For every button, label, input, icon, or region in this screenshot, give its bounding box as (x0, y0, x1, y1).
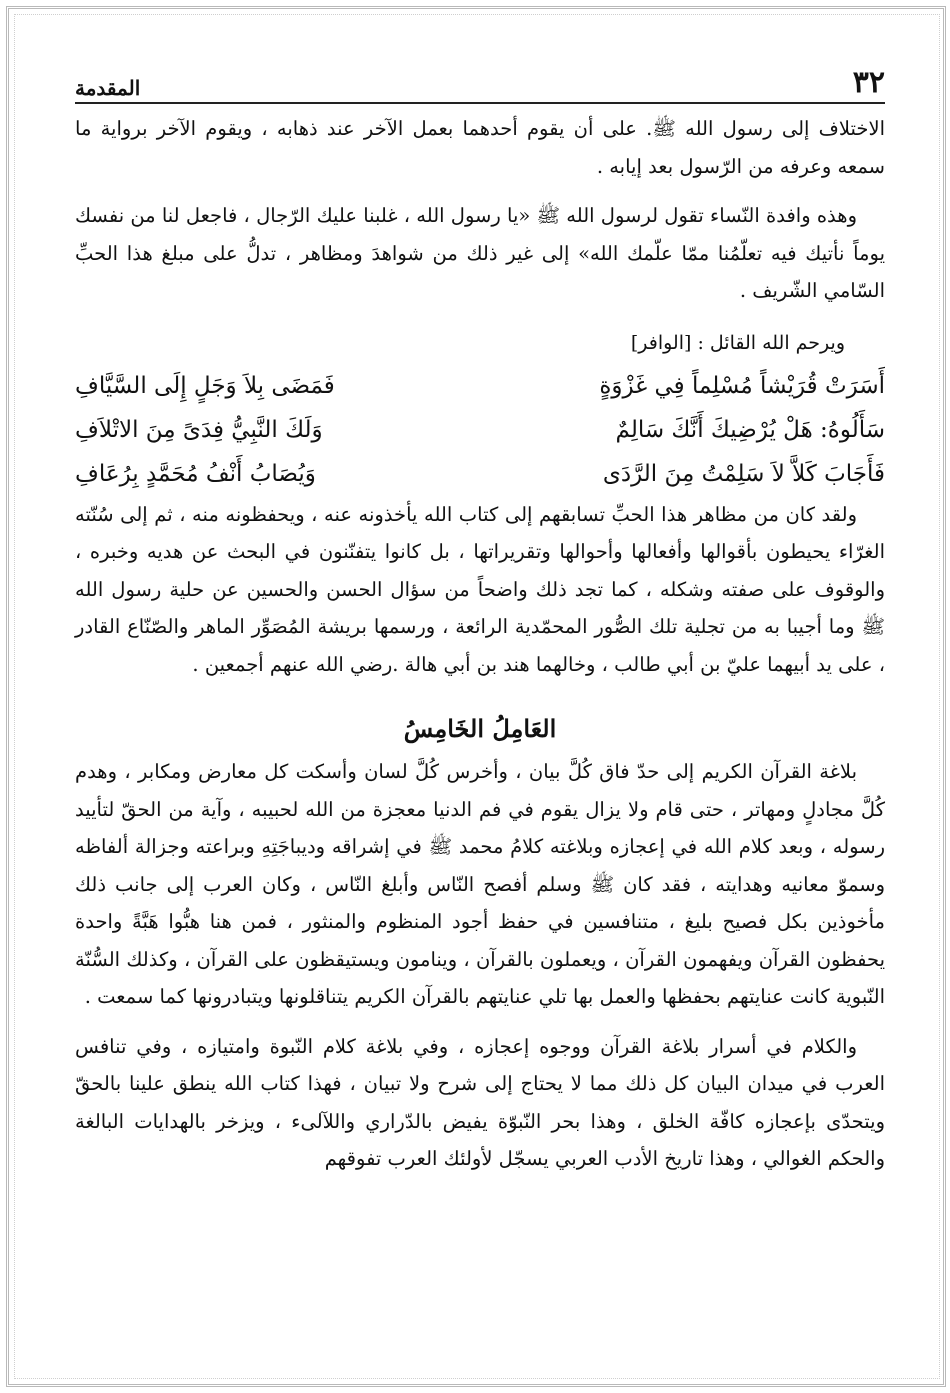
section-heading: العَامِلُ الخَامِسُ (403, 714, 557, 743)
page-body (75, 104, 885, 1178)
verse-first-hemistich: فَأَجَابَ كَلاَّ لاَ سَلِمْتُ مِنَ الرَّدَى (602, 460, 885, 487)
verse-first-hemistich: أَسَرَتْ قُرَيْشاً مُسْلِماً فِي غَزْوَةٍ (599, 372, 885, 399)
poem (75, 364, 885, 496)
paragraph-continuation: الاختلاف إلى رسول الله ﷺ. على أن يقوم أحدهما بعمل الآخر عند ذهابه ، ويقوم الآخر برواية ما سمعه وعرفه من الرّسول بعد إيابه . (75, 117, 885, 178)
verse-second-hemistich: وَلَكَ النَّبِيُّ فِدَىً مِنَ الاتْلاَفِ (75, 416, 323, 443)
paragraph-quran-eloquence: بلاغة القرآن الكريم إلى حدّ فاق كُلَّ بيان ، وأخرس كُلَّ لسان وأسكت كل معارض ومكابر ، وهدم كُلَّ مجادلٍ ومهاتر ، حتى قام ولا يزال يقوم في فم الدنيا معجزة من الله لحبيبه ، وآية من الحقّ لتأييد رسوله ، وبعد كلام الله في إعجازه وبلاغته كلامُ محمد ﷺ في إشراقه وديباجَتِهِ وبراعته وجزالة ألفاظه وسموّ معانيه وهدايته ، فقد كان ﷺ وسلم أفصح النّاس وأبلغ النّاس ، وكان العرب إلى جانب ذلك مأخوذين بكل فصيح بليغ ، متنافسين في حفظ أجود المنظوم والمنثور ، فمن هنا هبُّوا هَبَّةً واحدة يحفظون القرآن ويفهمون القرآن ، ويعملون بالقرآن ، وينامون ويستيقظون على القرآن ، وكذلك السُّنّة النّبوية كانت عنايتهم بحفظها والعمل بها تلي عنايتهم بالقرآن الكريم يتناقلونها ويتبادرونها كما سمعت . (75, 760, 885, 1008)
poem-verse (75, 408, 885, 452)
verse-first-hemistich: سَأَلُوهُ: هَلْ يُرْضِيكَ أَنَّكَ سَالِمٌ (615, 416, 885, 443)
poem-verse (75, 364, 885, 408)
poem-verse (75, 452, 885, 496)
verse-second-hemistich: وَيُصَابُ أَنْفُ مُحَمَّدٍ بِرُعَافِ (75, 460, 316, 487)
page-header (75, 58, 885, 104)
book-page (75, 58, 885, 1358)
running-title: المقدمة (75, 76, 141, 100)
paragraph-love-manifestations: ولقد كان من مظاهر هذا الحبِّ تسابقهم إلى كتاب الله يأخذونه عنه ، ويحفظونه منه ، ثم إلى سُنّته الغرّاء يحيطون بأقوالها وأفعالها وأحوالها وتقريراتها ، بل كانوا يتفنّنون في البحث عن هديه وخبره ، والوقوف على صفته وشكله ، كما تجد ذلك واضحاً من سؤال الحسن والحسين عن حلية رسول الله ﷺ وما أجيبا به من تجلية تلك الصُّور المحمّدية الرائعة ، ورسمها بريشة المُصَوِّر الماهر والصّنّاع القادر ، على يد أبيهما عليّ بن أبي طالب ، وخالهما هند بن أبي هالة .رضي الله عنهم أجمعين . (75, 502, 885, 676)
paragraph-women-delegate: وهذه وافدة النّساء تقول لرسول الله ﷺ «يا رسول الله ، غلبنا عليك الرّجال ، فاجعل لنا من نفسك يوماً نأتيك فيه تعلّمُنا ممّا علّمك الله» إلى غير ذلك من شواهدَ ومظاهر ، تدلُّ على مبلغ هذا الحبِّ السّامي الشّريف . (75, 204, 885, 302)
page-number: ٣٢ (852, 65, 885, 100)
paragraph-quran-secrets: والكلام في أسرار بلاغة القرآن ووجوه إعجازه ، وفي بلاغة كلام النّبوة وامتيازه ، وفي تنافس العرب في ميدان البيان كل ذلك مما لا يحتاج إلى شرح ولا تبيان ، فهذا كتاب الله ينطق علينا بالحقّ ويتحدّى بإعجازه كافّة الخلق ، وهذا بحر النّبوّة يفيض بالدّراري واللآلىء ، ويزخر بالهدايات البالغة والحكم الغوالي ، وهذا تاريخ الأدب العربي يسجّل لأولئك العرب تفوقهم (75, 1034, 885, 1170)
verse-second-hemistich: فَمَضَى بِلاَ وَجَلٍ إِلَى السَّيَّافِ (75, 372, 335, 399)
poem-attribution: ويرحم الله القائل : [الوافر] (630, 331, 845, 354)
